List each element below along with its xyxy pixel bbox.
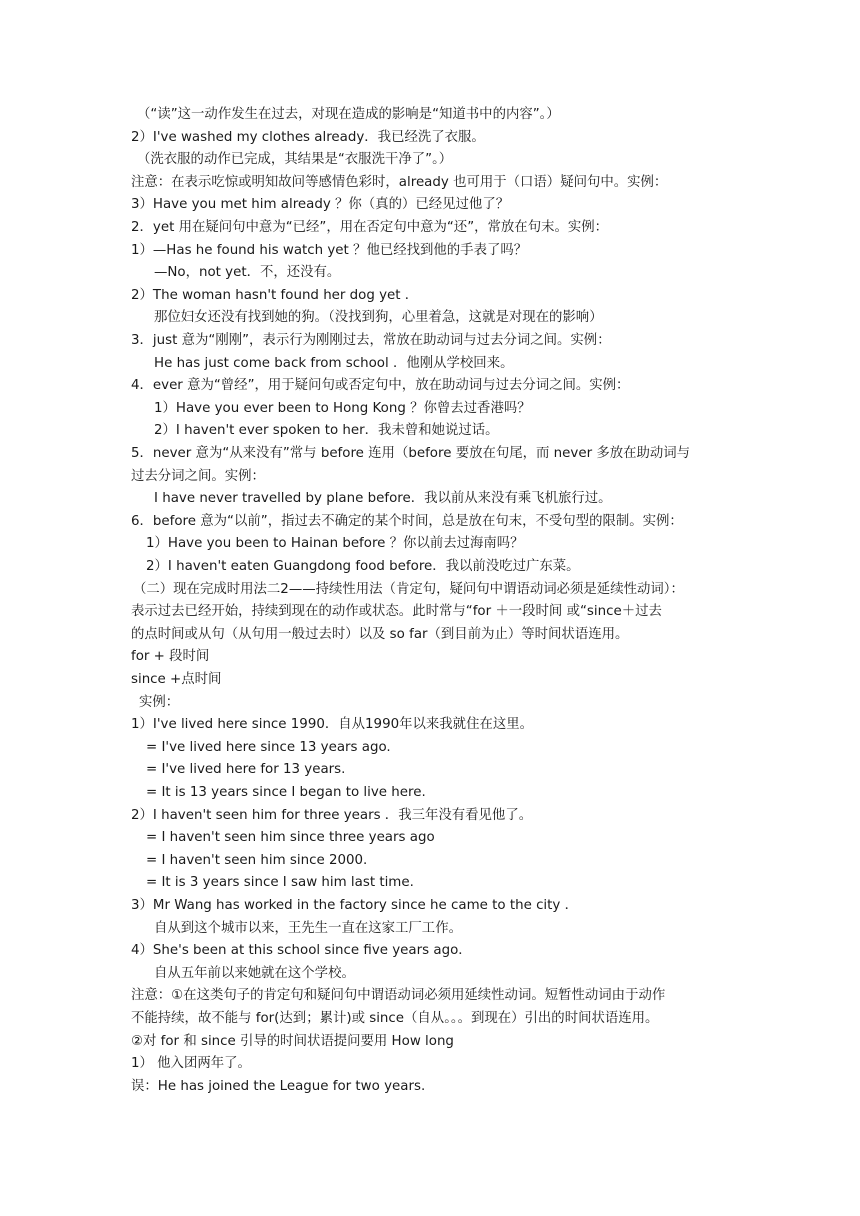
- text-line: 的点时间或从句（从句用一般过去时）以及 so far（到目前为止）等时间状语连用。: [131, 627, 629, 642]
- text-line: （洗衣服的动作已完成，其结果是“衣服洗干净了”。）: [137, 152, 453, 167]
- text-line: = It is 13 years since I began to live here.: [146, 785, 426, 800]
- text-line: He has just come back from school ．他刚从学校回来。: [154, 356, 514, 371]
- text-line: （二）现在完成时用法二2——持续性用法（肯定句，疑问句中谓语动词必须是延续性动词）：: [133, 582, 684, 597]
- text-line: = I've lived here since 13 years ago.: [146, 740, 391, 755]
- text-line: 2）I've washed my clothes already．我已经洗了衣服。: [131, 130, 485, 145]
- text-line: 2．yet 用在疑问句中意为“已经”，用在否定句中意为“还”，常放在句末。实例：: [131, 220, 609, 235]
- text-line: 注意：①在这类句子的肯定句和疑问句中谓语动词必须用延续性动词。短暂性动词由于动作: [131, 988, 666, 1003]
- text-line: 不能持续，故不能与 for(达到；累计)或 since（自从。。。到现在）引出的时间状语连用。: [131, 1011, 659, 1026]
- text-line: 2）The woman hasn't found her dog yet ．: [131, 288, 419, 303]
- text-line: = It is 3 years since I saw him last time.: [146, 875, 414, 890]
- text-line: （“读”这一动作发生在过去，对现在造成的影响是“知道书中的内容”。）: [137, 107, 560, 122]
- text-line: 误：He has joined the League for two years.: [131, 1079, 426, 1094]
- text-line: 4）She's been at this school since five years ago．: [131, 943, 472, 958]
- text-line: 4．ever 意为“曾经”，用于疑问句或否定句中，放在助动词与过去分词之间。实例：: [131, 378, 630, 393]
- text-line: 1）Have you ever been to Hong Kong ？你曾去过香港吗？: [154, 401, 531, 416]
- text-line: 实例：: [139, 695, 180, 710]
- text-line: 注意：在表示吃惊或明知故问等感情色彩时，already 也可用于（口语）疑问句中。实例：: [131, 175, 668, 190]
- text-line: 自从五年前以来她就在这个学校。: [154, 966, 355, 981]
- text-line: 1）I've lived here since 1990．自从1990年以来我就住在这里。: [131, 717, 534, 732]
- text-line: 2）I haven't eaten Guangdong food before．我以前没吃过广东菜。: [146, 559, 580, 574]
- text-line: ②对 for 和 since 引导的时间状语提问要用 How long: [131, 1034, 454, 1049]
- text-line: 3）Mr Wang has worked in the factory since he came to the city ．: [131, 898, 578, 913]
- text-line: = I haven't seen him since three years ago: [146, 830, 435, 845]
- text-line: 过去分词之间。实例：: [131, 469, 265, 484]
- text-line: 1）Have you been to Hainan before ？你以前去过海南吗？: [146, 536, 524, 551]
- text-line: since +点时间: [131, 672, 222, 687]
- text-line: 自从到这个城市以来，王先生一直在这家工厂工作。: [154, 921, 462, 936]
- text-line: for + 段时间: [131, 649, 210, 664]
- text-line: —No，not yet．不，还没有。: [154, 265, 341, 280]
- text-line: 那位妇女还没有找到她的狗。（没找到狗，心里着急，这就是对现在的影响）: [154, 310, 603, 325]
- text-line: 5．never 意为“从来没有”常与 before 连用（before 要放在句尾，而 never 多放在助动词与: [131, 446, 691, 461]
- text-line: 3．just 意为“刚刚”，表示行为刚刚过去，常放在助动词与过去分词之间。实例：: [131, 333, 611, 348]
- text-line: 3）Have you met him already ？你（真的）已经见过他了？: [131, 197, 510, 212]
- text-line: 1） 他入团两年了。: [131, 1056, 251, 1071]
- text-line: 2）I haven't seen him for three years ．我三年没有看见他了。: [131, 808, 533, 823]
- text-line: = I've lived here for 13 years.: [146, 762, 346, 777]
- text-line: 6．before 意为“以前”，指过去不确定的某个时间，总是放在句末，不受句型的限制。实例：: [131, 514, 683, 529]
- text-line: 表示过去已经开始，持续到现在的动作或状态。此时常与“for ＋一段时间 或“since＋过去: [131, 604, 662, 619]
- text-line: I have never travelled by plane before．我以前从来没有乘飞机旅行过。: [154, 491, 612, 506]
- text-line: 2）I haven't ever spoken to her．我未曾和她说过话。: [154, 423, 499, 438]
- text-line: = I haven't seen him since 2000.: [146, 853, 368, 868]
- text-line: 1）—Has he found his watch yet ？他已经找到他的手表了吗？: [131, 243, 528, 258]
